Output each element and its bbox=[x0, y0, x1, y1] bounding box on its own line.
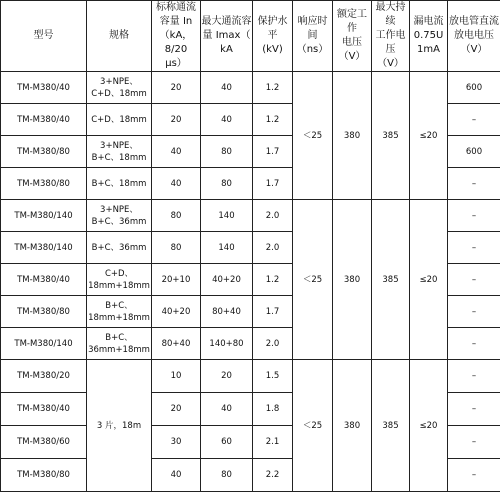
cell-model: TM-M380/80 bbox=[1, 296, 87, 328]
cell-model: TM-M380/140 bbox=[1, 200, 87, 232]
cell-up: 2.0 bbox=[253, 328, 293, 360]
header-nominal-current: 标称通流 容量 In （kA，8/20 μs） bbox=[152, 1, 201, 72]
cell-spec: 3+NPE、B+C、36mm bbox=[87, 200, 152, 232]
cell-up: 2.0 bbox=[253, 200, 293, 232]
cell-rated: 380 bbox=[333, 360, 372, 492]
cell-spec: C+D、18mm bbox=[87, 104, 152, 136]
cell-in: 40 bbox=[152, 459, 201, 492]
cell-imax: 140 bbox=[201, 232, 253, 264]
cell-spec: B+C、18mm bbox=[87, 168, 152, 200]
cell-rated: 380 bbox=[333, 200, 372, 360]
cell-discharge: – bbox=[448, 328, 500, 360]
cell-up: 1.2 bbox=[253, 72, 293, 104]
cell-up: 1.8 bbox=[253, 393, 293, 426]
cell-up: 1.5 bbox=[253, 360, 293, 393]
table-row bbox=[1, 72, 500, 104]
cell-in: 40 bbox=[152, 168, 201, 200]
cell-in: 30 bbox=[152, 426, 201, 459]
cell-in: 80 bbox=[152, 232, 201, 264]
cell-up: 2.0 bbox=[253, 232, 293, 264]
cell-in: 80+40 bbox=[152, 328, 201, 360]
cell-imax: 40 bbox=[201, 72, 253, 104]
cell-spec: C+D、18mm+18mm bbox=[87, 264, 152, 296]
cell-model: TM-M380/60 bbox=[1, 426, 87, 459]
table-row bbox=[1, 200, 500, 232]
cell-maxcont: 385 bbox=[372, 200, 410, 360]
cell-in: 40+20 bbox=[152, 296, 201, 328]
cell-in: 20+10 bbox=[152, 264, 201, 296]
cell-in: 20 bbox=[152, 393, 201, 426]
table-row bbox=[1, 360, 500, 393]
cell-imax: 40 bbox=[201, 393, 253, 426]
cell-model: TM-M380/80 bbox=[1, 136, 87, 168]
cell-in: 20 bbox=[152, 104, 201, 136]
cell-discharge: – bbox=[448, 459, 500, 492]
cell-response: ＜25 bbox=[293, 72, 333, 200]
cell-imax: 40+20 bbox=[201, 264, 253, 296]
cell-maxcont: 385 bbox=[372, 72, 410, 200]
cell-discharge: – bbox=[448, 104, 500, 136]
cell-up: 2.2 bbox=[253, 459, 293, 492]
cell-up: 2.1 bbox=[253, 426, 293, 459]
header-response-time: 响应时间 （ns） bbox=[293, 1, 333, 72]
cell-spec: B+C、36mm+18mm bbox=[87, 328, 152, 360]
cell-leak: ≤20 bbox=[410, 72, 448, 200]
cell-discharge: – bbox=[448, 426, 500, 459]
cell-imax: 60 bbox=[201, 426, 253, 459]
cell-in: 80 bbox=[152, 200, 201, 232]
cell-discharge: – bbox=[448, 264, 500, 296]
cell-model: TM-M380/140 bbox=[1, 328, 87, 360]
cell-up: 1.7 bbox=[253, 296, 293, 328]
header-max-current: 最大通流容 量 Imax（ kA bbox=[201, 1, 253, 72]
header-leakage-current: 漏电流 0.75U 1mA bbox=[410, 1, 448, 72]
cell-maxcont: 385 bbox=[372, 360, 410, 492]
cell-discharge: – bbox=[448, 360, 500, 393]
cell-model: TM-M380/140 bbox=[1, 232, 87, 264]
cell-spec: B+C、36mm bbox=[87, 232, 152, 264]
cell-model: TM-M380/80 bbox=[1, 168, 87, 200]
header-spec: 规格 bbox=[87, 1, 152, 72]
cell-discharge: 600 bbox=[448, 136, 500, 168]
cell-model: TM-M380/40 bbox=[1, 393, 87, 426]
cell-imax: 80 bbox=[201, 168, 253, 200]
header-discharge-voltage: 放电管直流 放电电压 （V） bbox=[448, 1, 500, 72]
cell-spec: B+C、18mm+18mm bbox=[87, 296, 152, 328]
cell-imax: 40 bbox=[201, 104, 253, 136]
cell-model: TM-M380/40 bbox=[1, 264, 87, 296]
cell-discharge: – bbox=[448, 200, 500, 232]
cell-response: ＜25 bbox=[293, 200, 333, 360]
cell-in: 10 bbox=[152, 360, 201, 393]
cell-up: 1.7 bbox=[253, 168, 293, 200]
cell-response: ＜25 bbox=[293, 360, 333, 492]
cell-imax: 140 bbox=[201, 200, 253, 232]
cell-imax: 80+40 bbox=[201, 296, 253, 328]
cell-spec: 3+NPE、B+C、18mm bbox=[87, 136, 152, 168]
cell-leak: ≤20 bbox=[410, 360, 448, 492]
cell-up: 1.2 bbox=[253, 104, 293, 136]
cell-model: TM-M380/20 bbox=[1, 360, 87, 393]
cell-up: 1.7 bbox=[253, 136, 293, 168]
cell-discharge: – bbox=[448, 296, 500, 328]
cell-model: TM-M380/80 bbox=[1, 459, 87, 492]
cell-up: 1.2 bbox=[253, 264, 293, 296]
cell-discharge: – bbox=[448, 393, 500, 426]
cell-imax: 80 bbox=[201, 136, 253, 168]
cell-model: TM-M380/40 bbox=[1, 104, 87, 136]
cell-discharge: – bbox=[448, 232, 500, 264]
header-rated-voltage: 额定工作 电压 （V） bbox=[333, 1, 372, 72]
header-max-continuous-voltage: 最大持续 工作电压 （V） bbox=[372, 1, 410, 72]
cell-discharge: 600 bbox=[448, 72, 500, 104]
cell-imax: 80 bbox=[201, 459, 253, 492]
cell-leak: ≤20 bbox=[410, 200, 448, 360]
cell-in: 40 bbox=[152, 136, 201, 168]
cell-in: 20 bbox=[152, 72, 201, 104]
header-protection-level: 保护水平 (kV) bbox=[253, 1, 293, 72]
header-model: 型号 bbox=[1, 1, 87, 72]
cell-model: TM-M380/40 bbox=[1, 72, 87, 104]
cell-imax: 140+80 bbox=[201, 328, 253, 360]
cell-rated: 380 bbox=[333, 72, 372, 200]
cell-spec: 3+NPE、C+D、18mm bbox=[87, 72, 152, 104]
cell-discharge: – bbox=[448, 168, 500, 200]
header-row bbox=[1, 1, 500, 72]
cell-imax: 20 bbox=[201, 360, 253, 393]
cell-spec: 3 片，18m bbox=[87, 360, 152, 492]
